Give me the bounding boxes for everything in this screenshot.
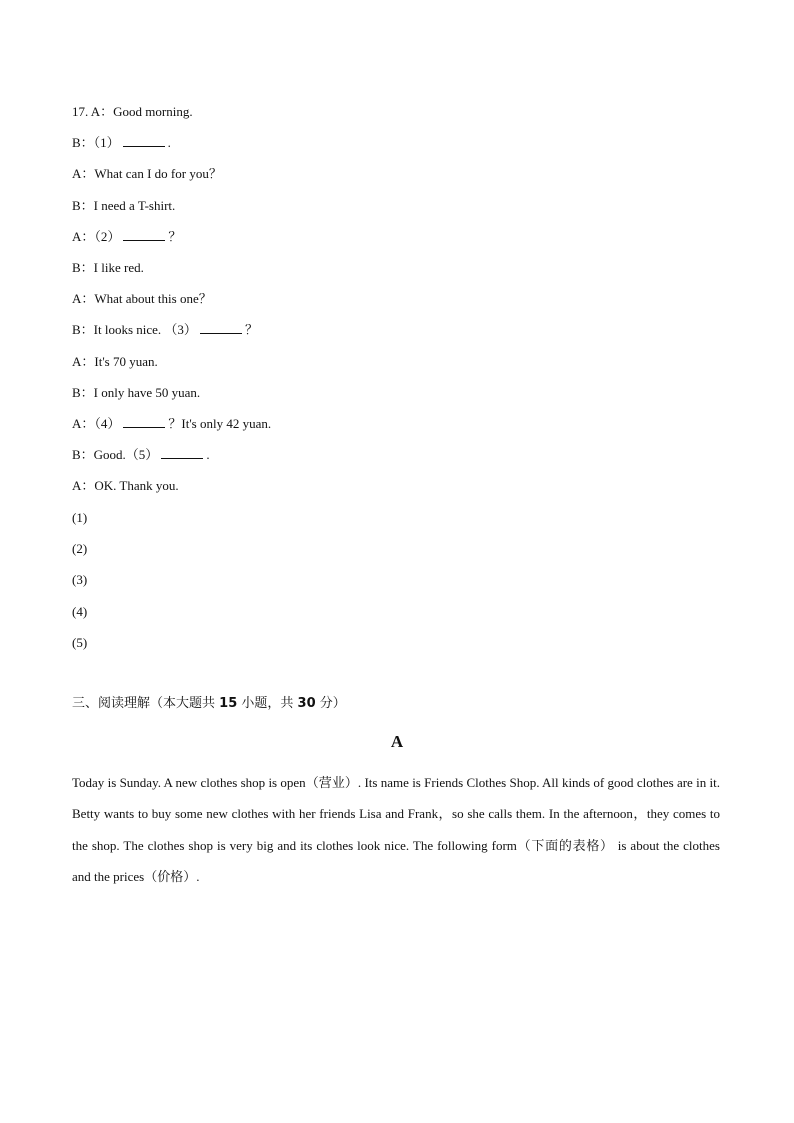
- answer-blank[interactable]: [200, 320, 242, 334]
- answer-label[interactable]: (2): [72, 541, 88, 557]
- answer-blank[interactable]: [123, 227, 165, 241]
- dialogue-text-after: ？: [168, 228, 182, 244]
- dialogue-line: [72, 352, 722, 383]
- dialogue-text: A：（2）: [72, 228, 121, 244]
- section-suffix: 分）: [319, 696, 346, 711]
- dialogue-line: [72, 414, 722, 445]
- answer-label[interactable]: (3): [72, 572, 88, 588]
- dialogue-text: A：What about this one？: [72, 291, 212, 307]
- dialogue-line: [72, 164, 722, 195]
- dialogue-line: [72, 196, 722, 227]
- answer-blank[interactable]: [161, 445, 203, 459]
- dialogue-text: B：I like red.: [72, 259, 144, 275]
- dialogue-line: [72, 258, 722, 289]
- section-middle: 小题，共: [241, 696, 294, 711]
- dialogue-line: [72, 476, 722, 507]
- dialogue-text: B：Good.（5）: [72, 447, 159, 463]
- dialogue-text: A：（4）: [72, 415, 121, 431]
- answer-blank[interactable]: [123, 133, 165, 147]
- dialogue-text: A：It's 70 yuan.: [72, 353, 158, 369]
- section-score: 30: [297, 696, 316, 711]
- dialogue-text: B：I only have 50 yuan.: [72, 384, 201, 400]
- dialogue-line: [72, 133, 722, 164]
- passage-text: Today is Sunday. A new clothes shop is open（营业）. Its name is Friends Clothes Shop. All kinds of good clothes are in it. Betty wants to buy some new clothes with her friends Lisa and Frank，so she calls them. In the afternoon，they comes to the shop. The clothes shop is very big and its clothes look nice. The following form（下面的表格） is about the clothes and the prices（价格）.: [72, 775, 720, 884]
- dialogue-line: [72, 320, 722, 351]
- dialogue-text-after: ？: [244, 322, 258, 338]
- dialogue-text: A：OK. Thank you.: [72, 478, 179, 494]
- dialogue-line: [72, 227, 722, 258]
- answer-label[interactable]: (5): [72, 634, 88, 650]
- dialogue-text-after: .: [206, 447, 210, 463]
- answer-label[interactable]: (1): [72, 510, 88, 525]
- dialogue-text: 17. A：Good morning.: [72, 104, 193, 119]
- dialogue-text-after: ？It's only 42 yuan.: [168, 415, 272, 431]
- dialogue-text: A：What can I do for you？: [72, 166, 222, 182]
- passage-title: A: [390, 732, 404, 751]
- answer-list: [72, 508, 87, 664]
- dialogue-line: [72, 289, 722, 320]
- dialogue-text: B：I need a T-shirt.: [72, 197, 176, 213]
- answer-label[interactable]: (4): [72, 603, 88, 619]
- dialogue-text: B：It looks nice. （3）: [72, 322, 197, 338]
- section-prefix: 三、阅读理解（本大题共: [72, 696, 216, 711]
- dialogue-line: [72, 383, 722, 414]
- dialogue-question-17: [72, 102, 722, 507]
- answer-blank[interactable]: [123, 414, 165, 428]
- section-heading-reading: [72, 694, 346, 714]
- dialogue-line: [72, 102, 722, 133]
- dialogue-text: B：（1）: [72, 135, 120, 151]
- dialogue-text-after: .: [167, 135, 171, 151]
- section-count: 15: [219, 696, 238, 711]
- dialogue-line: [72, 445, 722, 476]
